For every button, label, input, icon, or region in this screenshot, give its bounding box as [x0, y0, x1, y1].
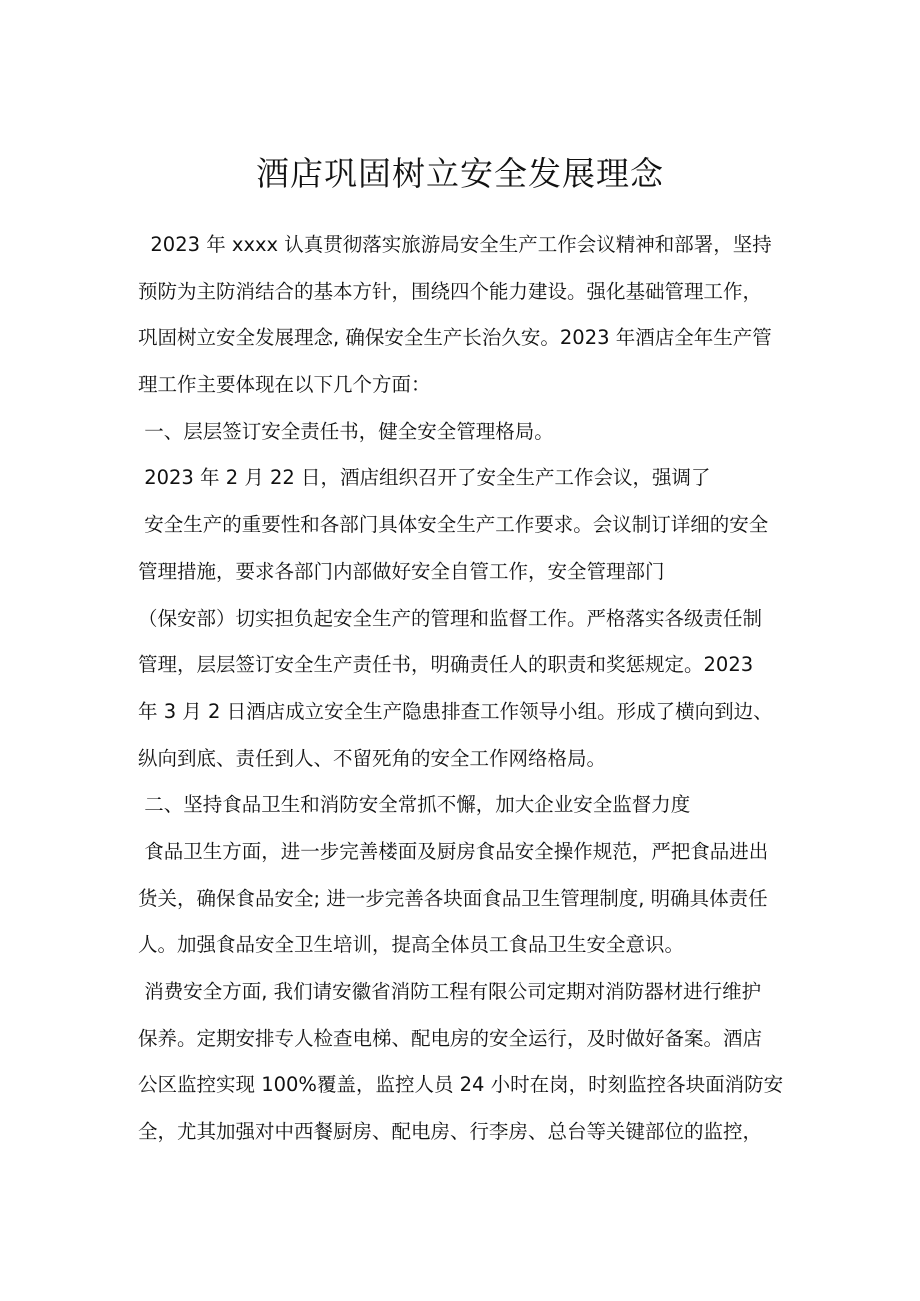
- body-line: 安全生产的重要性和各部门具体安全生产工作要求。会议制订详细的安全: [138, 513, 769, 537]
- body-line: 纵向到底、责任到人、不留死角的安全工作网络格局。: [138, 746, 607, 770]
- section-heading-2: 二、坚持食品卫生和消防安全常抓不懈，加大企业安全监督力度: [138, 793, 691, 817]
- body-line: 2023 年 2 月 22 日，酒店组织召开了安全生产工作会议，强调了: [138, 466, 711, 490]
- body-line: 人。加强食品安全卫生培训，提高全体员工食品卫生安全意识。: [138, 933, 685, 957]
- body-line: （保安部）切实担负起安全生产的管理和监督工作。严格落实各级责任制: [138, 606, 763, 630]
- document-title: 酒店巩固树立安全发展理念: [256, 154, 664, 193]
- body-line: 管理，层层签订安全生产责任书，明确责任人的职责和奖惩规定。2023: [138, 653, 754, 677]
- body-line: 食品卫生方面，进一步完善楼面及厨房食品安全操作规范，严把食品进出: [138, 839, 769, 863]
- section-heading-1: 一、层层签订安全责任书，健全安全管理格局。: [138, 419, 554, 443]
- body-line: 预防为主防消结合的基本方针，围绕四个能力建设。强化基础管理工作，: [138, 279, 763, 303]
- body-line: 全，尤其加强对中西餐厨房、配电房、行李房、总台等关键部位的监控，: [138, 1120, 763, 1144]
- body-line: 管理措施，要求各部门内部做好安全自管工作，安全管理部门: [138, 559, 665, 583]
- body-line: 巩固树立安全发展理念, 确保安全生产长治久安。2023 年酒店全年生产管: [138, 326, 772, 350]
- body-line: 理工作主要体现在以下几个方面：: [138, 373, 431, 397]
- body-line: 保养。定期安排专人检查电梯、配电房的安全运行，及时做好备案。酒店: [138, 1026, 763, 1050]
- body-line: 消费安全方面, 我们请安徽省消防工程有限公司定期对消防器材进行维护: [138, 980, 762, 1003]
- body-line: 2023 年 xxxx 认真贯彻落实旅游局安全生产工作会议精神和部署，坚持: [138, 233, 772, 256]
- body-line: 年 3 月 2 日酒店成立安全生产隐患排查工作领导小组。形成了横向到边、: [138, 699, 773, 723]
- document-body: [138, 222, 788, 1156]
- body-line: 货关，确保食品安全; 进一步完善各块面食品卫生管理制度, 明确具体责任: [138, 886, 768, 910]
- body-line: 公区监控实现 100%覆盖，监控人员 24 小时在岗，时刻监控各块面消防安: [138, 1073, 784, 1097]
